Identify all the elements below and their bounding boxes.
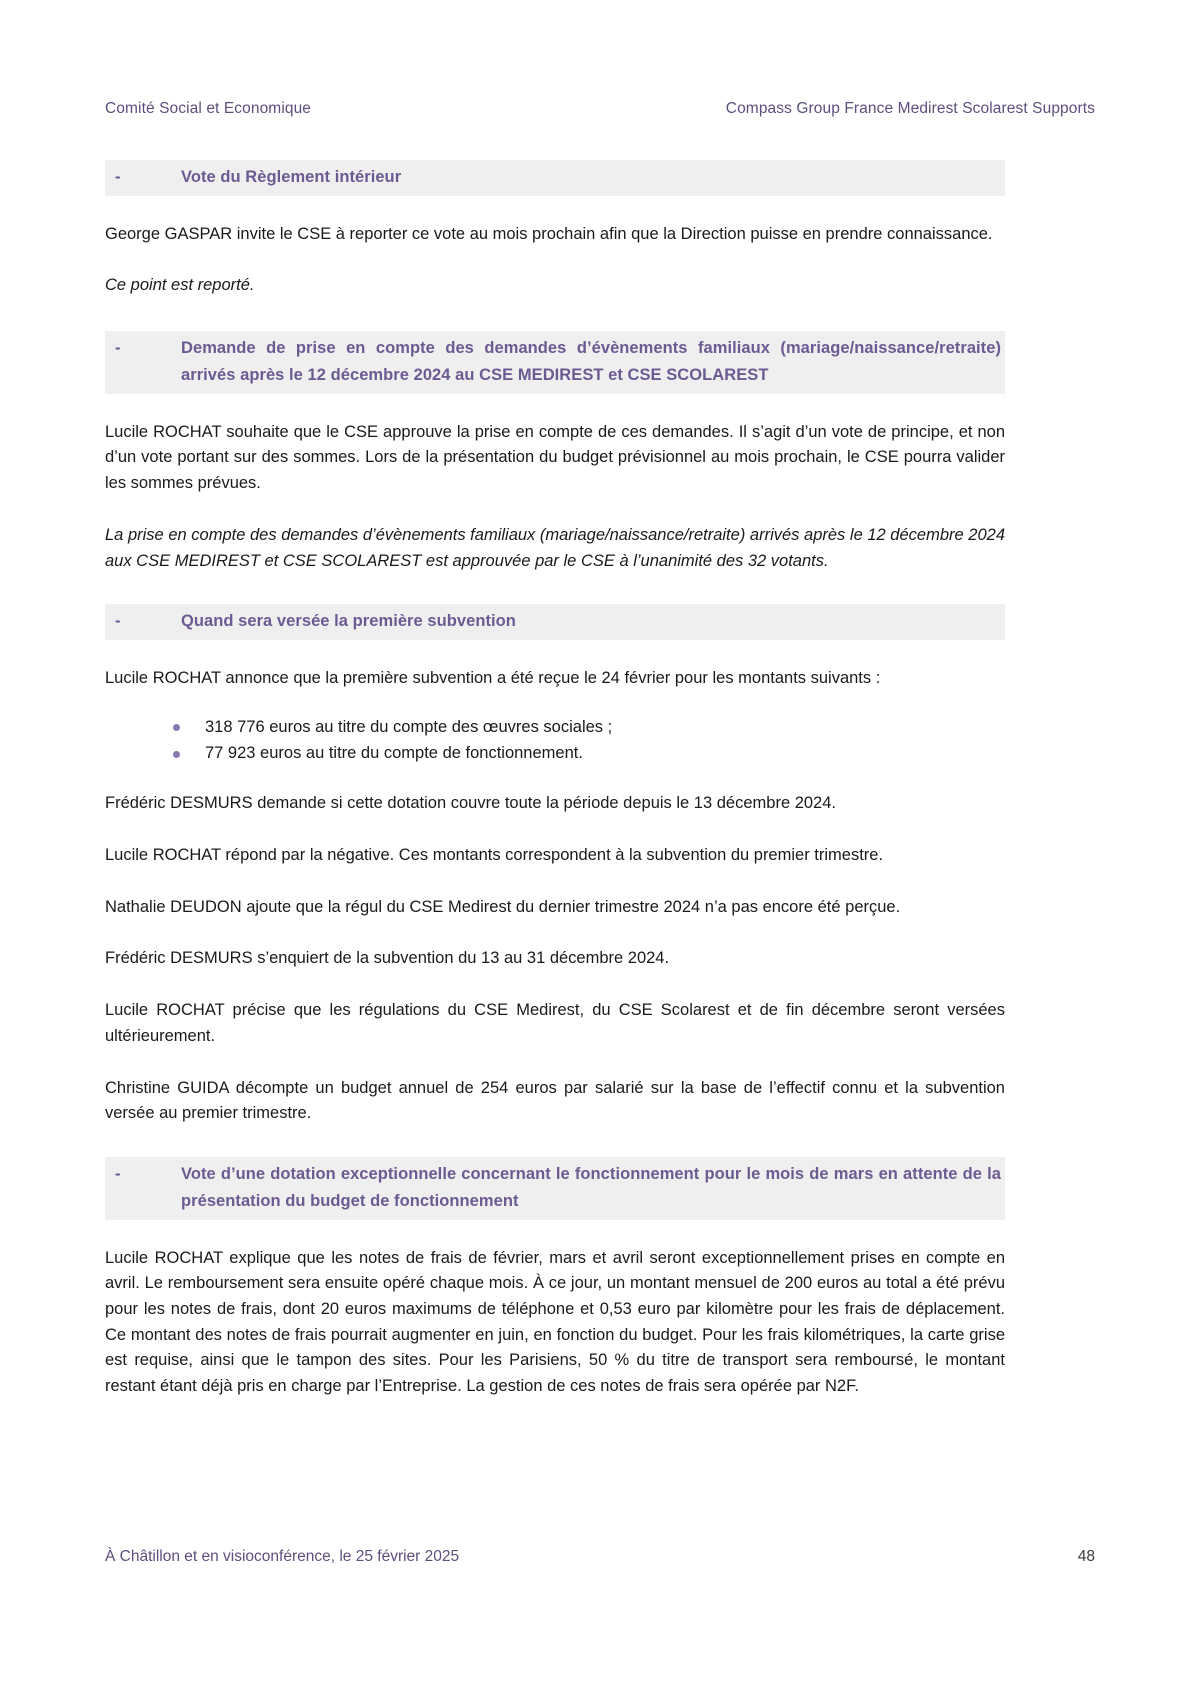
header-right-text: Compass Group France Medirest Scolarest Supports: [725, 100, 1095, 117]
footer-left-text: À Châtillon et en visioconférence, le 25 février 2025: [105, 1548, 460, 1565]
paragraph-rochat-negative: Lucile ROCHAT répond par la négative. Ces montants correspondent à la subvention du premier trimestre.: [105, 845, 884, 864]
list-item: [105, 740, 1005, 767]
section-heading-vote-reglement: [105, 160, 1005, 196]
list-montants-subvention: [105, 714, 1005, 767]
paragraph-rochat-regulations: Lucile ROCHAT précise que les régulations du CSE Medirest, du CSE Scolarest et de fin décembre seront versées ultérieurement.: [105, 1001, 1005, 1045]
bullet-dot-icon: [173, 724, 180, 731]
heading-text: Vote d’une dotation exceptionnelle concernant le fonctionnement pour le mois de mars en attente de la présentation du budget de fonctionnement: [181, 1165, 1001, 1210]
paragraph-prise-en-compte-approuvee: La prise en compte des demandes d’évènements familiaux (mariage/naissance/retraite) arrivés après le 12 décembre 2024 aux CSE MEDIREST et CSE SCOLAREST est approuvée par le CSE à l’unanimité des 32 votants.: [105, 525, 1005, 570]
section-heading-dotation-exceptionnelle: [105, 1157, 1005, 1219]
heading-dash-marker: -: [115, 1165, 121, 1184]
paragraph-guida-budget: Christine GUIDA décompte un budget annuel de 254 euros par salarié sur la base de l’effectif connu et la subvention versée au premier trimestre.: [105, 1078, 1005, 1123]
paragraph-desmurs-dotation: Frédéric DESMURS demande si cette dotation couvre toute la période depuis le 13 décembre 2024.: [105, 794, 836, 813]
page-footer: [105, 1548, 1095, 1566]
heading-text: Quand sera versée la première subvention: [181, 612, 516, 631]
heading-dash-marker: -: [115, 339, 121, 358]
header-left-text: Comité Social et Economique: [105, 100, 312, 117]
list-item: [105, 714, 1005, 741]
paragraph-deudon-regul: Nathalie DEUDON ajoute que la régul du CSE Medirest du dernier trimestre 2024 n’a pas encore été perçue.: [105, 897, 901, 916]
paragraph-rochat-notes-de-frais: Lucile ROCHAT explique que les notes de frais de février, mars et avril seront exceptionnellement prises en compte en avril. Le remboursement sera ensuite opéré chaque mois. À ce jour, un montant mensuel de 200 euros au total a été prévu pour les notes de frais, dont 20 euros maximums de téléphone et 0,53 euro par kilomètre pour les frais de déplacement. Ce montant des notes de frais pourrait augmenter en juin, en fonction du budget. Pour les frais kilométriques, la carte grise est requise, ainsi que le tampon des sites. Pour les Parisiens, 50 % du titre de transport sera remboursé, le montant restant étant déjà pris en charge par l’Entreprise. La gestion de ces notes de frais sera opérée par N2F.: [105, 1248, 1005, 1396]
section-heading-demande-prise-en-compte: [105, 331, 1005, 393]
paragraph-point-reporte: Ce point est reporté.: [105, 276, 255, 295]
paragraph-rochat-annonce: Lucile ROCHAT annonce que la première subvention a été reçue le 24 février pour les montants suivants :: [105, 669, 881, 688]
document-body: [105, 0, 1005, 1400]
heading-dash-marker: -: [115, 612, 121, 631]
paragraph-desmurs-subvention: Frédéric DESMURS s’enquiert de la subvention du 13 au 31 décembre 2024.: [105, 949, 670, 968]
section-heading-premiere-subvention: [105, 604, 1005, 640]
heading-text: Vote du Règlement intérieur: [181, 168, 402, 186]
paragraph-rochat-approuve: Lucile ROCHAT souhaite que le CSE approuve la prise en compte de ces demandes. Il s’agit d’un vote de principe, et non d’un vote portant sur des sommes. Lors de la présentation du budget prévisionnel au mois prochain, le CSE pourra valider les sommes prévues.: [105, 422, 1005, 493]
paragraph-gaspar: George GASPAR invite le CSE à reporter ce vote au mois prochain afin que la Direction puisse en prendre connaissance.: [105, 224, 993, 243]
bullet-dot-icon: [173, 751, 180, 758]
page-number: 48: [1077, 1548, 1095, 1565]
list-item-label: 318 776 euros au titre du compte des œuvres sociales ;: [205, 717, 613, 736]
heading-text: Demande de prise en compte des demandes d’évènements familiaux (mariage/naissance/retraite) arrivés après le 12 décembre 2024 au CSE MEDIREST et CSE SCOLAREST: [181, 339, 1001, 384]
heading-dash-marker: -: [115, 168, 121, 186]
list-item-label: 77 923 euros au titre du compte de fonctionnement.: [205, 744, 583, 763]
